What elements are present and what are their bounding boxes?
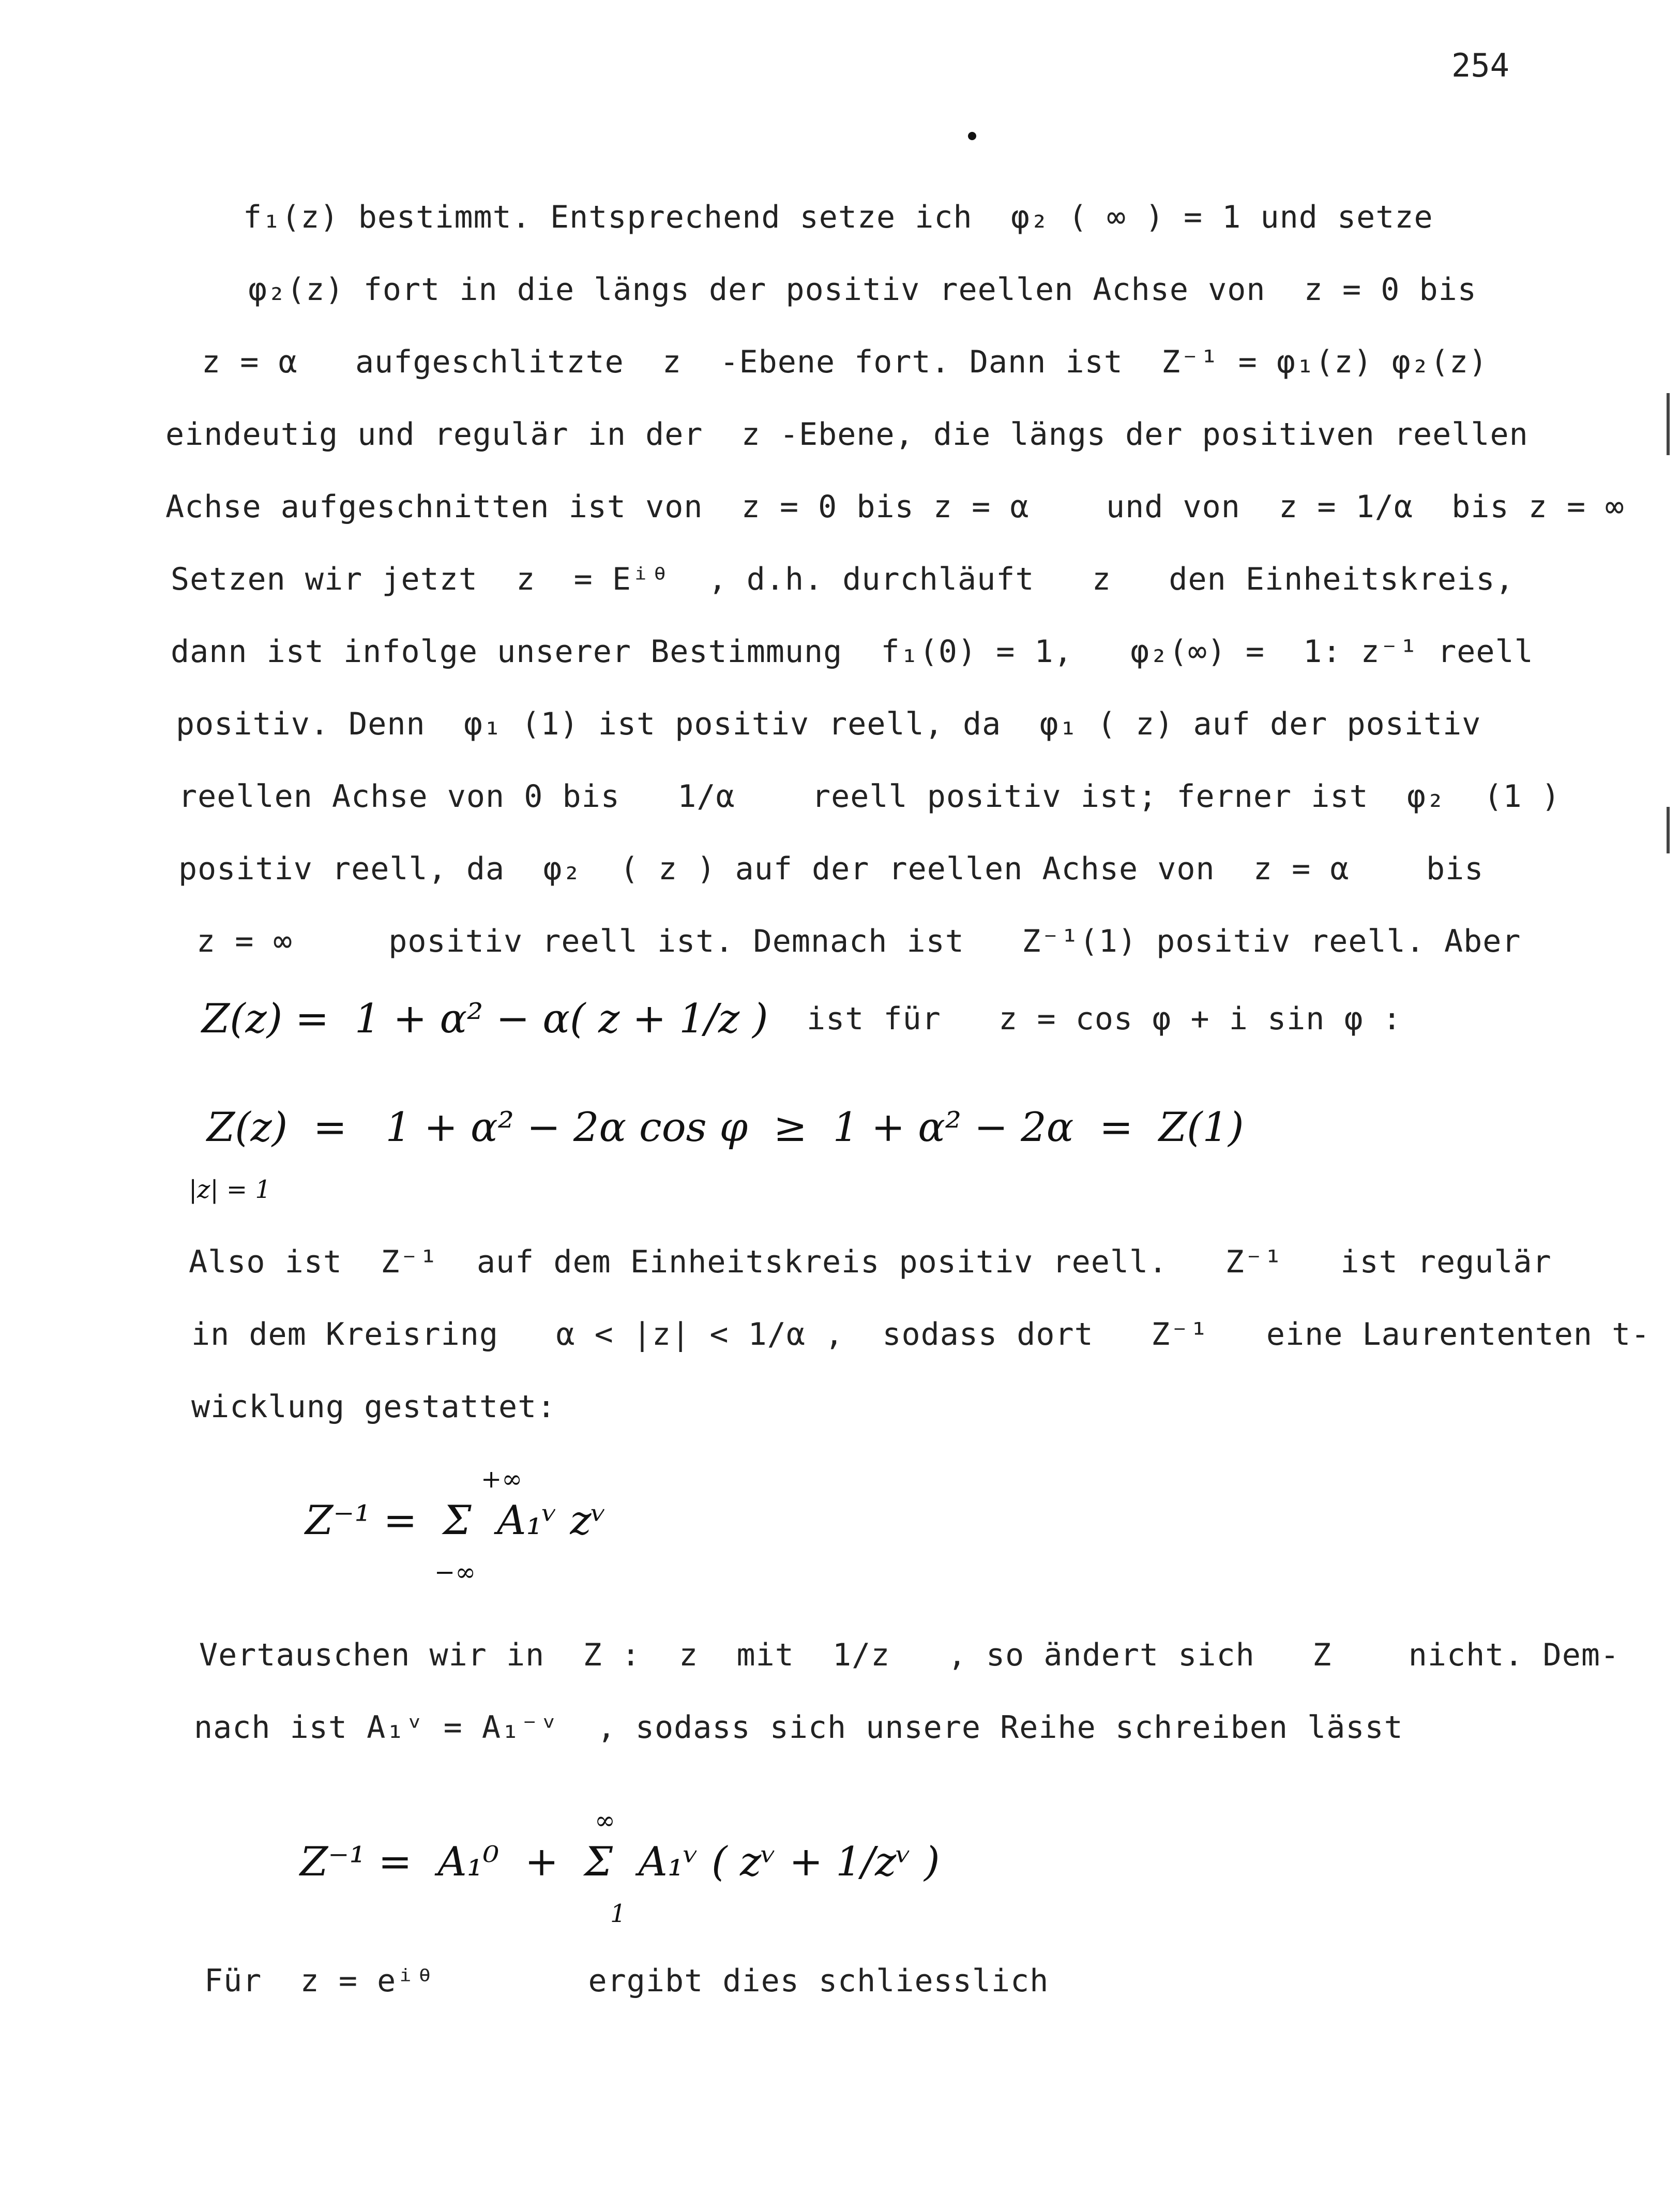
text-line: positiv reell, da φ₂ ( z ) auf der reellen Achse von z = α bis <box>178 851 1484 887</box>
text-line: nach ist A₁ᵛ = A₁⁻ᵛ , sodass sich unsere Reihe schreiben lässt <box>194 1709 1403 1746</box>
formula-note: ist für z = cos φ + i sin φ : <box>807 1001 1402 1037</box>
formula-laurent-series: Z⁻¹ = Σ A₁ᵛ zᵛ <box>305 1497 607 1544</box>
margin-mark <box>1667 807 1670 853</box>
text-line: Also ist Z⁻¹ auf dem Einheitskreis positiv reell. Z⁻¹ ist regulär <box>189 1244 1552 1280</box>
text-line: Für z = eⁱᶿ ergibt dies schliesslich <box>204 1963 1049 1999</box>
text-line: Setzen wir jetzt z = Eⁱᶿ , d.h. durchläuft z den Einheitskreis, <box>171 561 1515 597</box>
page-number: 254 <box>1451 47 1509 84</box>
text-line: φ₂(z) fort in die längs der positiv reellen Achse von z = 0 bis <box>248 272 1477 308</box>
text-line: wicklung gestattet: <box>191 1389 556 1425</box>
sum-upper-limit: +∞ <box>481 1465 523 1494</box>
sum-upper-limit: ∞ <box>595 1806 615 1835</box>
text-line: z = α aufgeschlitzte z -Ebene fort. Dann ist Z⁻¹ = φ₁(z) φ₂(z) <box>202 344 1488 380</box>
formula-symmetric-series: Z⁻¹ = A₁⁰ + Σ A₁ᵛ ( zᵛ + 1/zᵛ ) <box>300 1839 940 1885</box>
text-line: dann ist infolge unserer Bestimmung f₁(0) = 1, φ₂(∞) = 1: z⁻¹ reell <box>171 634 1534 670</box>
margin-mark <box>1667 393 1670 455</box>
text-line: Vertauschen wir in Z : z mit 1/z , so ändert sich Z nicht. Dem- <box>199 1637 1620 1673</box>
text-line: eindeutig und regulär in der z -Ebene, die längs der positiven reellen <box>165 416 1528 453</box>
text-line: reellen Achse von 0 bis 1/α reell positiv ist; ferner ist φ₂ (1 ) <box>178 778 1561 815</box>
text-line: z = ∞ positiv reell ist. Demnach ist Z⁻¹(1) positiv reell. Aber <box>196 923 1521 959</box>
ink-dot <box>968 132 976 140</box>
text-line: in dem Kreisring α < |z| < 1/α , sodass dort Z⁻¹ eine Laurententen t- <box>191 1316 1651 1353</box>
formula-z: Z(z) = 1 + α² − α( z + 1/z ) <box>202 996 768 1042</box>
text-line: Achse aufgeschnitten ist von z = 0 bis z = α und von z = 1/α bis z = ∞ <box>165 489 1625 525</box>
formula-inequality: Z(z) = 1 + α² − 2α cos φ ≥ 1 + α² − 2α = Z(1) <box>207 1104 1244 1151</box>
text-line: positiv. Denn φ₁ (1) ist positiv reell, da φ₁ ( z) auf der positiv <box>176 706 1481 742</box>
sum-lower-limit: 1 <box>610 1899 626 1928</box>
formula-subscript: |z| = 1 <box>189 1175 271 1204</box>
text-line: f₁(z) bestimmt. Entsprechend setze ich φ₂ ( ∞ ) = 1 und setze <box>243 199 1433 235</box>
sum-lower-limit: −∞ <box>434 1558 476 1587</box>
